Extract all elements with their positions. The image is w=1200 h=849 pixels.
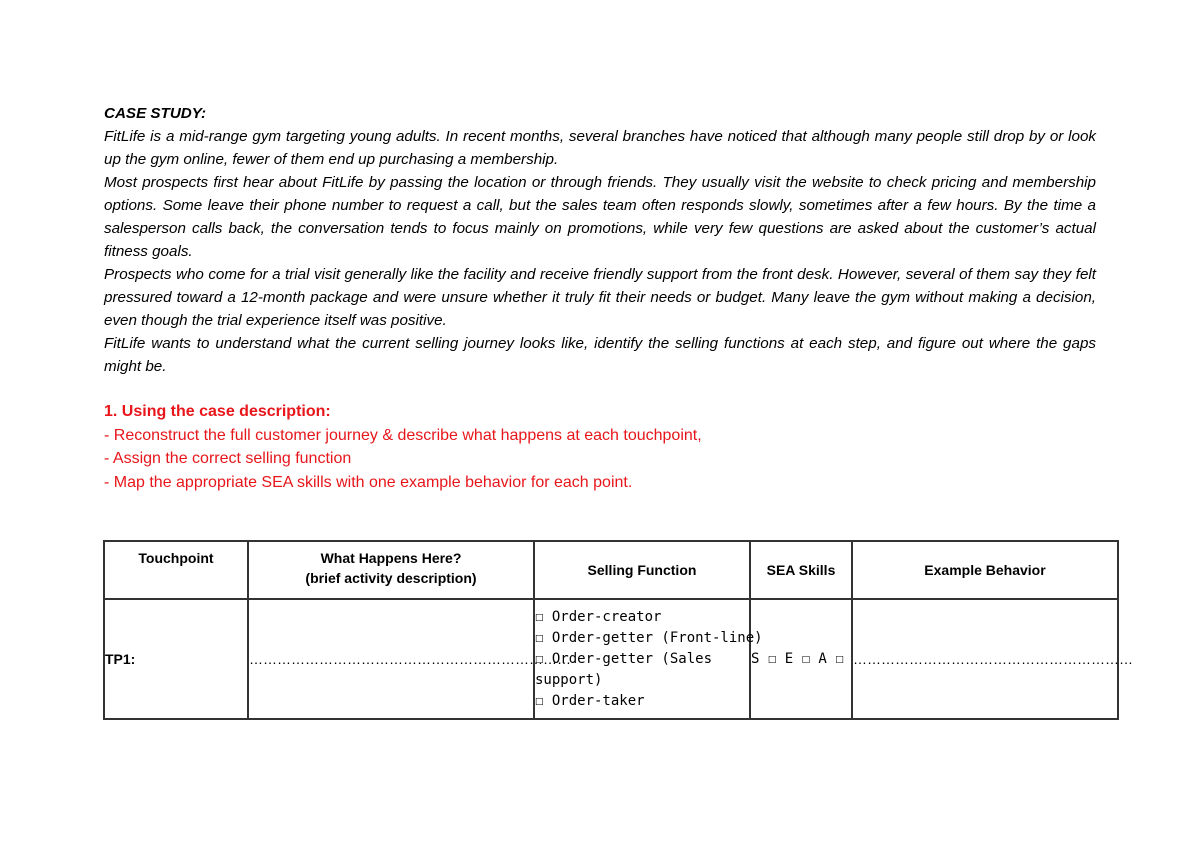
case-paragraph: Most prospects first hear about FitLife by passing the location or through friends. They usually visit the website to check pricing and membership options. Some leave their phone number to request a call, but the sales team often responds slowly, sometimes after a few hours. By the time a salesperson calls back, the conversation tends to focus mainly on promotions, while very few questions are asked about the customer’s actual fitness goals. [104, 174, 1096, 260]
case-paragraph: FitLife wants to understand what the current selling journey looks like, identify the selling functions at each step, and figure out where the gaps might be. [104, 335, 1096, 375]
task-item: - Assign the correct selling function [104, 450, 352, 467]
selling-function-options [534, 599, 763, 719]
header-touchpoint: Touchpoint [104, 541, 248, 599]
option-order-getter-sales-support-cont: support) [535, 671, 603, 688]
task-instructions [104, 400, 1096, 494]
journey-table [103, 540, 1133, 720]
task-title: 1. Using the case description: [104, 403, 331, 420]
option-order-creator[interactable]: ☐ Order-creator [535, 608, 662, 625]
header-what-happens [248, 541, 534, 599]
case-paragraph: FitLife is a mid-range gym targeting young adults. In recent months, several branches have noticed that although many people still drop by or look up the gym online, fewer of them end up purchasing a membership. [104, 128, 1096, 168]
task-item: - Reconstruct the full customer journey & describe what happens at each touchpoint, [104, 426, 702, 444]
header-what-happens-subtitle: (brief activity description) [305, 570, 477, 586]
what-happens-blank[interactable]: …………………………………………………………… [248, 599, 534, 719]
header-what-happens-title: What Happens Here? [320, 550, 462, 566]
option-order-taker[interactable]: ☐ Order-taker [535, 692, 645, 709]
header-example-behavior: Example Behavior [852, 541, 1118, 599]
header-sea-skills: SEA Skills [750, 541, 852, 599]
task-item: - Map the appropriate SEA skills with one example behavior for each point. [104, 473, 633, 491]
table-header-row [104, 541, 1118, 599]
touchpoint-label: TP1: [104, 599, 248, 719]
sea-skills-checkboxes[interactable]: S ☐ E ☐ A ☐ [750, 599, 852, 719]
case-study-heading: CASE STUDY: [104, 105, 207, 122]
option-order-getter-front-line[interactable]: ☐ Order-getter (Front-line) [535, 629, 763, 646]
case-study [104, 102, 1096, 378]
option-order-getter-sales-support[interactable]: ☐ Order-getter (Sales [535, 650, 713, 667]
example-behavior-blank[interactable]: …………………………………………………… [852, 599, 1118, 719]
case-paragraph: Prospects who come for a trial visit generally like the facility and receive friendly support from the front desk. However, several of them say they felt pressured toward a 12-month package and were unsure whether it truly fit their needs or budget. Many leave the gym without making a decision, even though the trial experience itself was positive. [104, 266, 1096, 329]
header-selling-function: Selling Function [534, 541, 750, 599]
table-row [104, 599, 1118, 719]
